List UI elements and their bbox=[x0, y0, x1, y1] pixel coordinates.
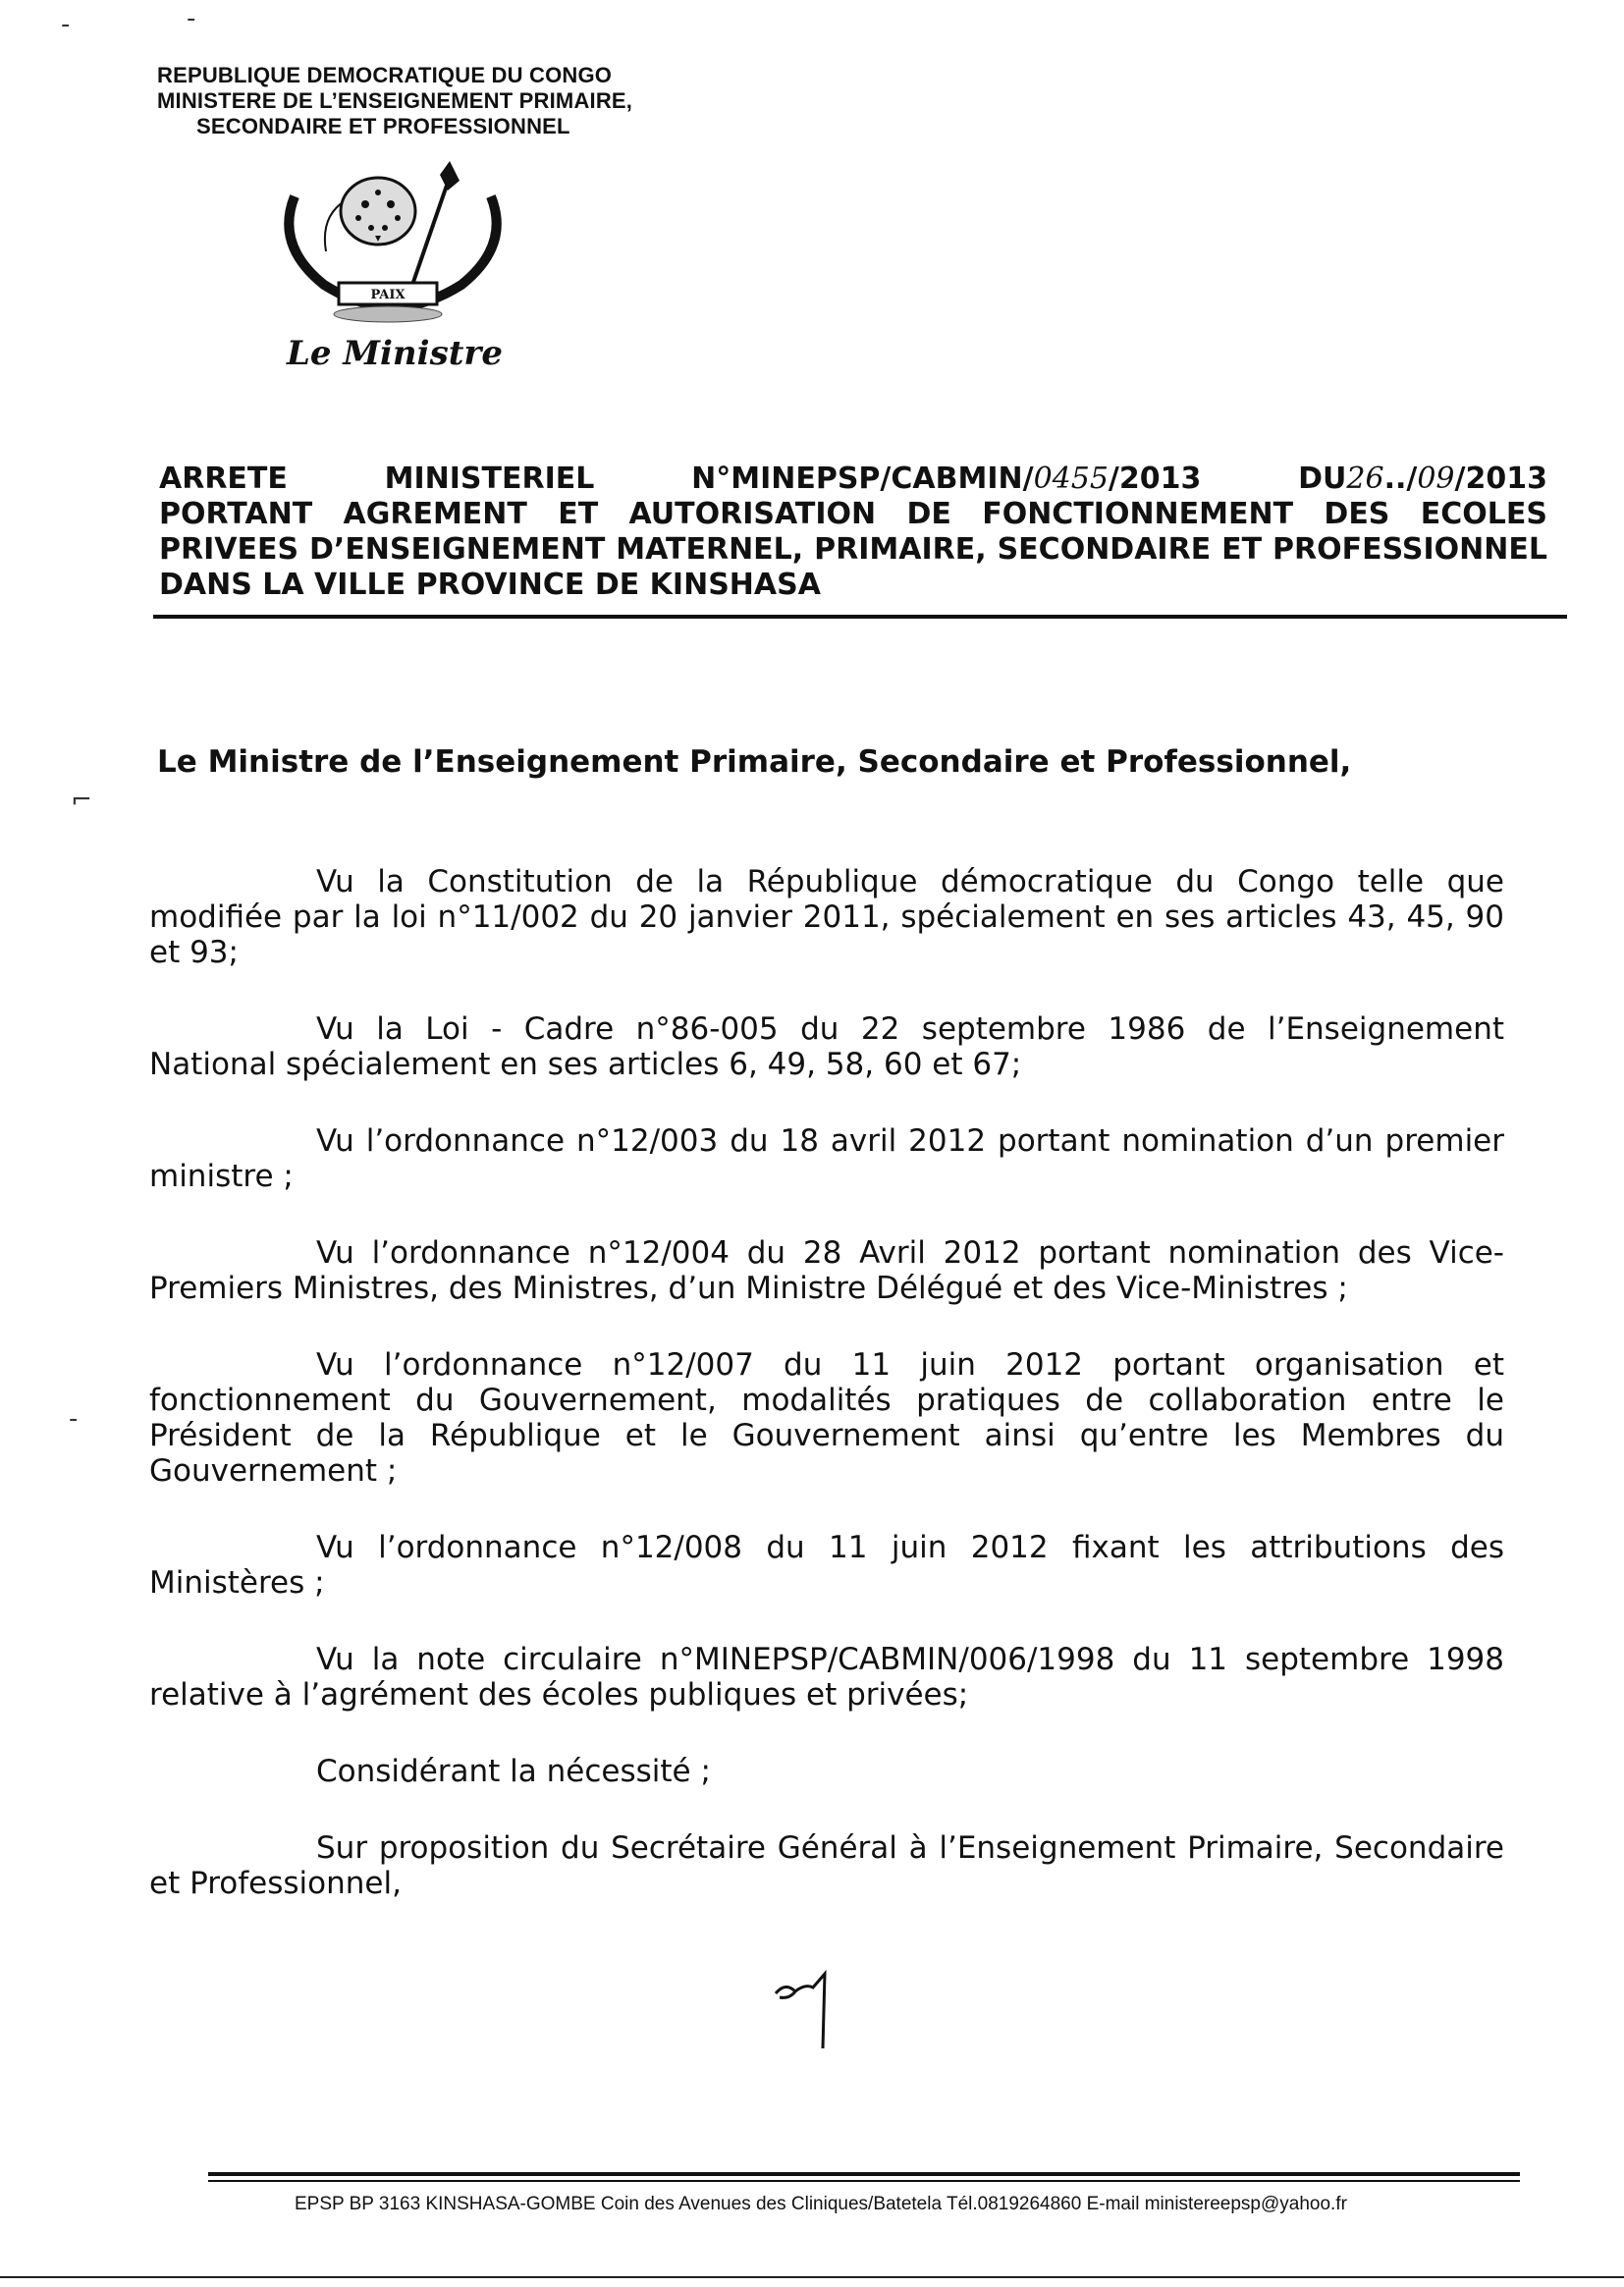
preamble bbox=[149, 864, 1504, 1942]
preamble-paragraph: Considérant la nécessité ; bbox=[316, 1754, 711, 1789]
decree-number: N°MINEPSP/CABMIN/0455/2013 bbox=[691, 462, 1202, 496]
preamble-paragraph: Sur proposition du Secrétaire Général à l’Enseignement Primaire, Secondaire et Professionnel, bbox=[149, 1830, 1504, 1901]
page-edge-rule bbox=[0, 2276, 1624, 2278]
letterhead bbox=[157, 63, 707, 139]
footer-rule bbox=[208, 2172, 1520, 2176]
letterhead-ministry: MINISTERE DE L’ENSEIGNEMENT PRIMAIRE, bbox=[157, 88, 633, 113]
letterhead-country: REPUBLIQUE DEMOCRATIQUE DU CONGO bbox=[157, 63, 613, 87]
decree-date-month: 09 bbox=[1417, 462, 1455, 496]
preamble-paragraph: Vu l’ordonnance n°12/004 du 28 Avril 2012 portant nomination des Vice-Premiers Ministres, des Ministres, d’un Ministre Délégué et des Vice-Ministres ; bbox=[149, 1235, 1504, 1306]
scan-mark: - bbox=[69, 1404, 79, 1434]
handwritten-initials bbox=[766, 1964, 864, 2052]
footer-rule bbox=[208, 2180, 1520, 2182]
preamble-paragraph: Vu la note circulaire n°MINEPSP/CABMIN/006/1998 du 11 septembre 1998 relative à l’agrément des écoles publiques et privées; bbox=[149, 1642, 1504, 1713]
motto-peace: PAIX bbox=[370, 288, 406, 302]
decree-number-handwritten: 0455 bbox=[1033, 462, 1109, 496]
decree-label: ARRETE bbox=[159, 462, 288, 496]
minister-heading: Le Ministre de l’Enseignement Primaire, Secondaire et Professionnel, bbox=[157, 744, 1352, 780]
preamble-paragraph: Vu la Constitution de la République démocratique du Congo telle que modifiée par la loi n°11/002 du 20 janvier 2011, spécialement en ses articles 43, 45, 90 et 93; bbox=[149, 864, 1504, 970]
scan-mark: ⌐ bbox=[71, 786, 92, 815]
preamble-paragraph: Vu l’ordonnance n°12/003 du 18 avril 2012 portant nomination d’un premier ministre ; bbox=[149, 1123, 1504, 1194]
decree-date-day: 26 bbox=[1346, 462, 1384, 496]
footer-address: EPSP BP 3163 KINSHASA-GOMBE Coin des Avenues des Cliniques/Batetela Tél.0819264860 E-mail ministereepsp@yahoo.fr bbox=[295, 2194, 1347, 2214]
motto-justice: JUSTICE bbox=[286, 261, 316, 310]
scan-mark: - bbox=[187, 4, 196, 33]
decree-number-row bbox=[159, 462, 1547, 497]
scan-mark: - bbox=[61, 10, 71, 39]
decree-header bbox=[159, 462, 1547, 619]
minister-signature-title: Le Ministre bbox=[287, 334, 503, 373]
decree-subject: PORTANT AGREMENT ET AUTORISATION DE FONCTIONNEMENT DES ECOLES PRIVEES D’ENSEIGNEMENT MATERNEL, PRIMAIRE, SECONDAIRE ET PROFESSIONNEL DANS LA VILLE PROVINCE DE KINSHASA bbox=[159, 497, 1547, 602]
motto-work: TRAVAIL bbox=[460, 204, 491, 253]
preamble-paragraph: Vu l’ordonnance n°12/007 du 11 juin 2012 portant organisation et fonctionnement du Gouvernement, modalités pratiques de collaboration entre le Président de la République et le Gouvernement ainsi qu’entre les Membres du Gouvernement ; bbox=[149, 1347, 1504, 1489]
decree-date: DU26../09/2013 bbox=[1298, 462, 1547, 496]
coat-of-arms-emblem bbox=[265, 157, 520, 324]
header-rule bbox=[153, 615, 1567, 619]
letterhead-ministry-cont: SECONDAIRE ET PROFESSIONNEL bbox=[196, 114, 570, 138]
preamble-paragraph: Vu la Loi - Cadre n°86-005 du 22 septembre 1986 de l’Enseignement National spécialement en ses articles 6, 49, 58, 60 et 67; bbox=[149, 1011, 1504, 1082]
decree-label-2: MINISTERIEL bbox=[384, 462, 595, 496]
preamble-paragraph: Vu l’ordonnance n°12/008 du 11 juin 2012 fixant les attributions des Ministères ; bbox=[149, 1530, 1504, 1601]
